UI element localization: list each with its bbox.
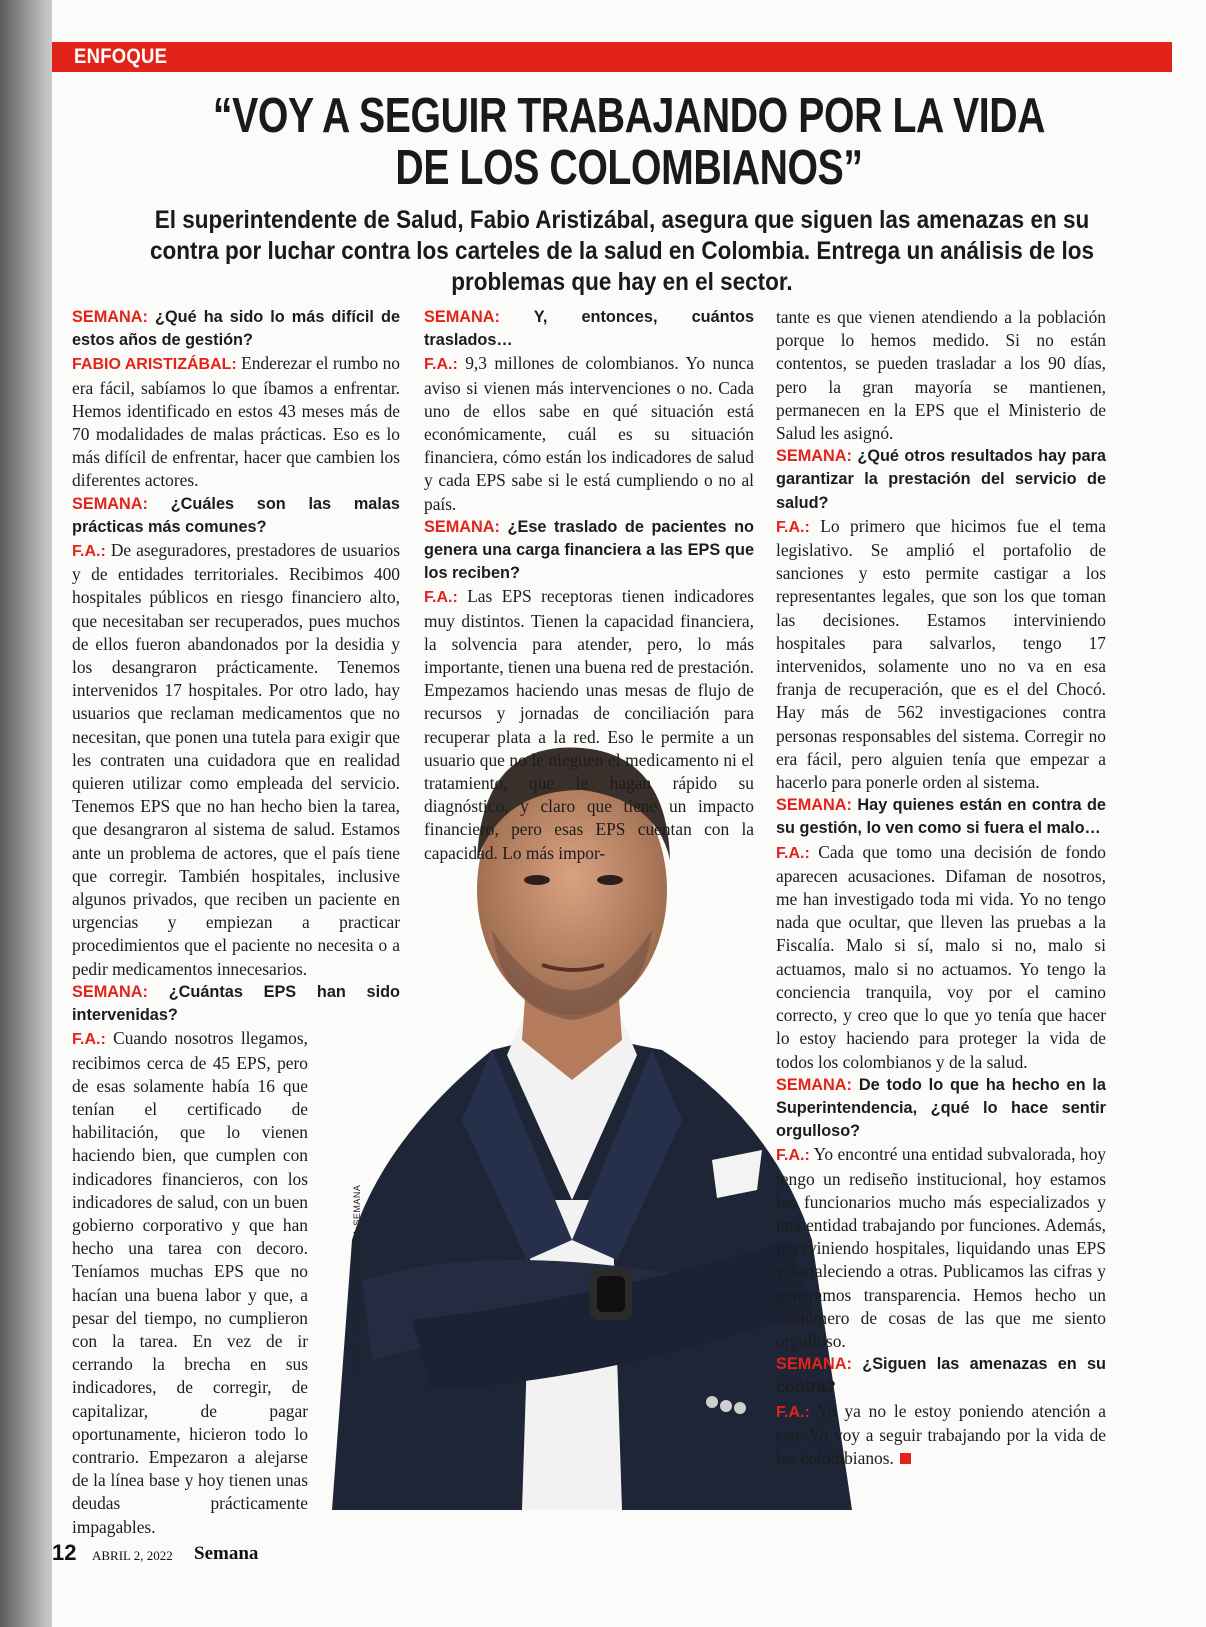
text-column-2: [424, 306, 754, 865]
question-text: Y, entonces, cuántos traslados…: [424, 308, 754, 350]
headline: [52, 90, 1206, 194]
answer: [72, 539, 400, 981]
text-column-3: [776, 306, 1106, 1470]
answer-text: Cada que tomo una decisión de fondo aparecen acusaciones. Difaman de nosotros, me han investigado toda mi vida. Yo no tengo nada que ocultar, que lleven las pruebas a la Fiscalía. Malo si sí, malo si no, malo si actuamos, malo si no actuamos. Yo tengo la conciencia tranquila, voy por el camino correcto, y creo que lo que yo tenía que hacer lo estoy haciendo para proteger la vida de todos los colombianos y de la salud.: [776, 841, 1106, 1072]
subhead-line: contra por luchar contra los carteles de la salud en Colombia. Entrega un análisis de los: [149, 237, 1095, 265]
speaker-tag: SEMANA:: [776, 447, 852, 466]
answer: [776, 515, 1106, 794]
question: [72, 306, 400, 352]
speaker-tag: F.A.:: [776, 518, 810, 536]
end-mark-icon: [900, 1453, 911, 1464]
question: [776, 1353, 1106, 1399]
question-text: Hay quienes están en contra de su gestión, lo ven como si fuera el malo…: [776, 796, 1106, 838]
answer: [424, 585, 754, 864]
text-column-1: [72, 306, 400, 1539]
speaker-tag: F.A.:: [424, 356, 458, 374]
question: [424, 516, 754, 586]
publication-name: Semana: [194, 1543, 259, 1564]
speaker-tag: SEMANA:: [776, 1075, 852, 1094]
headline-line: “VOY A SEGUIR TRABAJANDO POR LA VIDA: [212, 89, 1046, 143]
question-text: ¿Cuáles son las malas prácticas más comunes?: [72, 494, 400, 536]
question-text: ¿Ese traslado de pacientes no genera una carga financiera a las EPS que los reciben?: [424, 517, 754, 583]
answer-text: Cuando nosotros llegamos, recibimos cerca de 45 EPS, pero de esas solamente había 16 que tenían el certificado de habilitación, que lo vienen haciendo bien, que cumplen con indicadores financieros, con los indicadores de salud, con un buen gobierno corporativo y que han hecho una tarea con decoro. Teníamos muchas EPS que no hacían una buena labor y que, a pesar del tiempo, no cumplieron con la tarea. En vez de ir cerrando la brecha en sus indicadores, de corregir, de capitalizar, de pagar oportunamente, hicieron todo lo contrario. Empezaron a alejarse de la línea base y hoy tienen unas deudas prácticamente impagables.: [72, 1028, 308, 1537]
section-label: ENFOQUE: [74, 45, 168, 68]
question: [776, 445, 1106, 515]
subhead: [92, 205, 1152, 298]
question-text: De todo lo que ha hecho en la Superintendencia, ¿qué lo hace sentir orgulloso?: [776, 1075, 1106, 1141]
subhead-line: El superintendente de Salud, Fabio Aristizábal, asegura que siguen las amenazas en su: [154, 206, 1090, 234]
speaker-tag: SEMANA:: [72, 982, 148, 1001]
answer-text: De aseguradores, prestadores de usuarios y de entidades territoriales. Recibimos 400 hospitales públicos en riesgo financiero alto, que necesitaban ser recuperados, pues muchos de ellos fueron abandonados por la desidia y los desangraron prácticamente. Tenemos intervenidos 17 hospitales. Por otro lado, hay usuarios que reclaman medicamentos que no necesitan, que ponen una tutela para exigir que les contraten una cuidadora que en realidad quieren utilizar como empleada del servicio. Tenemos EPS que no han hecho bien la tarea, que desangraron al sistema de salud. Estamos ante un problema de actores, que el país tiene que corregir. También hospitales, inclusive algunos privados, que reciben un paciente en urgencias y empiezan a practicar procedimientos que el paciente no necesita o a pedir medicamentos innecesarios.: [72, 540, 400, 979]
question-text: ¿Cuántas EPS han sido intervenidas?: [72, 982, 400, 1025]
speaker-tag: SEMANA:: [424, 517, 500, 536]
question-text: ¿Qué ha sido lo más difícil de estos años de gestión?: [72, 308, 400, 350]
section-bar: [52, 42, 1172, 72]
answer-text: Yo ya no le estoy poniendo atención a eso. Yo voy a seguir trabajando por la vida de los colombianos.: [776, 1400, 1107, 1468]
answer: [776, 1400, 1106, 1471]
speaker-tag: SEMANA:: [72, 494, 148, 513]
answer-text: Lo primero que hicimos fue el tema legislativo. Se amplió el portafolio de sanciones y esto permite castigar a los representantes legales, que son los que toman las decisiones. Estamos interviniendo hospitales para salvarlos, tengo 17 intervenidos, solamente uno no va en esa franja de recuperación, que es el del Chocó. Hay más de 562 investigaciones contra personas responsables del sistema. Corregir no era fácil, pero alguien tenía que empezar a hacerlo para ponerle orden al sistema.: [776, 515, 1106, 793]
magazine-page: [52, 0, 1206, 1627]
speaker-tag: SEMANA:: [72, 308, 148, 326]
photo-credit: FOTO: JUAN CARLOS SIERRA-SEMANA: [352, 1184, 362, 1370]
question: [776, 1074, 1106, 1144]
answer: [776, 1143, 1106, 1353]
speaker-tag: SEMANA:: [776, 1355, 852, 1374]
answer: [424, 352, 754, 515]
answer-text: Enderezar el rumbo no era fácil, sabíamos lo que íbamos a enfrentar. Hemos identificado en estos 43 meses más de 70 modalidades de malas prácticas. Eso es lo más difícil de enfrentar, hacer que cambien los diferentes actores.: [72, 353, 400, 491]
page-number: 12: [52, 1540, 77, 1565]
speaker-tag: F.A.:: [424, 589, 458, 607]
question-text: ¿Siguen las amenazas en su contra?: [776, 1355, 1106, 1397]
speaker-tag: F.A.:: [72, 543, 106, 561]
speaker-tag: F.A.:: [776, 844, 810, 862]
speaker-tag: FABIO ARISTIZÁBAL:: [72, 356, 237, 374]
question: [424, 306, 754, 352]
answer-text: tante es que vienen atendiendo a la población porque lo hemos medido. Si no están contentos, se pueden trasladar a los 90 días, pero la gran mayoría se mantienen, permanecen en la EPS que el Ministerio de Salud les asignó.: [776, 307, 1106, 444]
speaker-tag: F.A.:: [776, 1403, 810, 1421]
answer-text: Las EPS receptoras tienen indicadores muy distintos. Tienen la capacidad financiera, la solvencia para atender, pero, lo más importante, tienen una buena red de prestación. Empezamos haciendo unas mesas de flujo de recursos y jornadas de conciliación para recuperar plata a la red. Eso le permite a un usuario que no le nieguen el medicamento ni el tratamiento, que le hagan rápido su diagnóstico, y claro que tiene un impacto financiero, pero esas EPS cuentan con la capacidad. Lo más impor-: [424, 586, 754, 863]
question: [72, 493, 400, 539]
subhead-line: problemas que hay en el sector.: [451, 268, 793, 296]
question: [776, 794, 1106, 840]
speaker-tag: F.A.:: [776, 1147, 810, 1165]
answer: [72, 352, 400, 492]
speaker-tag: SEMANA:: [776, 796, 852, 815]
issue-date: ABRIL 2, 2022: [92, 1548, 173, 1563]
speaker-tag: SEMANA:: [424, 308, 500, 326]
answer: [72, 1027, 308, 1538]
question: [72, 981, 400, 1027]
headline-line: DE LOS COLOMBIANOS”: [395, 141, 863, 195]
page-spine-shadow: [0, 0, 60, 1627]
question-text: ¿Qué otros resultados hay para garantizar la prestación del servicio de salud?: [776, 447, 1106, 512]
speaker-tag: F.A.:: [72, 1031, 106, 1049]
answer-text: Yo encontré una entidad subvalorada, hoy tengo un rediseño institucional, hoy estamos los funcionarios mucho más especializados y una entidad trabajando por funciones. Además, interviniendo hospitales, liquidando unas EPS y fortaleciendo a otras. Publicamos las cifras y generamos transparencia. Hemos hecho un sinnúmero de cosas de las que me siento orgulloso.: [776, 1144, 1106, 1351]
answer-text: 9,3 millones de colombianos. Yo nunca aviso si vienen más intervenciones o no. Cada uno de ellos sabe en qué situación está económicamente, cuál es su situación financiera, cómo están los indicadores de salud y cada EPS sabe si le está cumpliendo o no al país.: [424, 353, 754, 514]
answer: [776, 306, 1106, 445]
answer: [776, 841, 1106, 1074]
